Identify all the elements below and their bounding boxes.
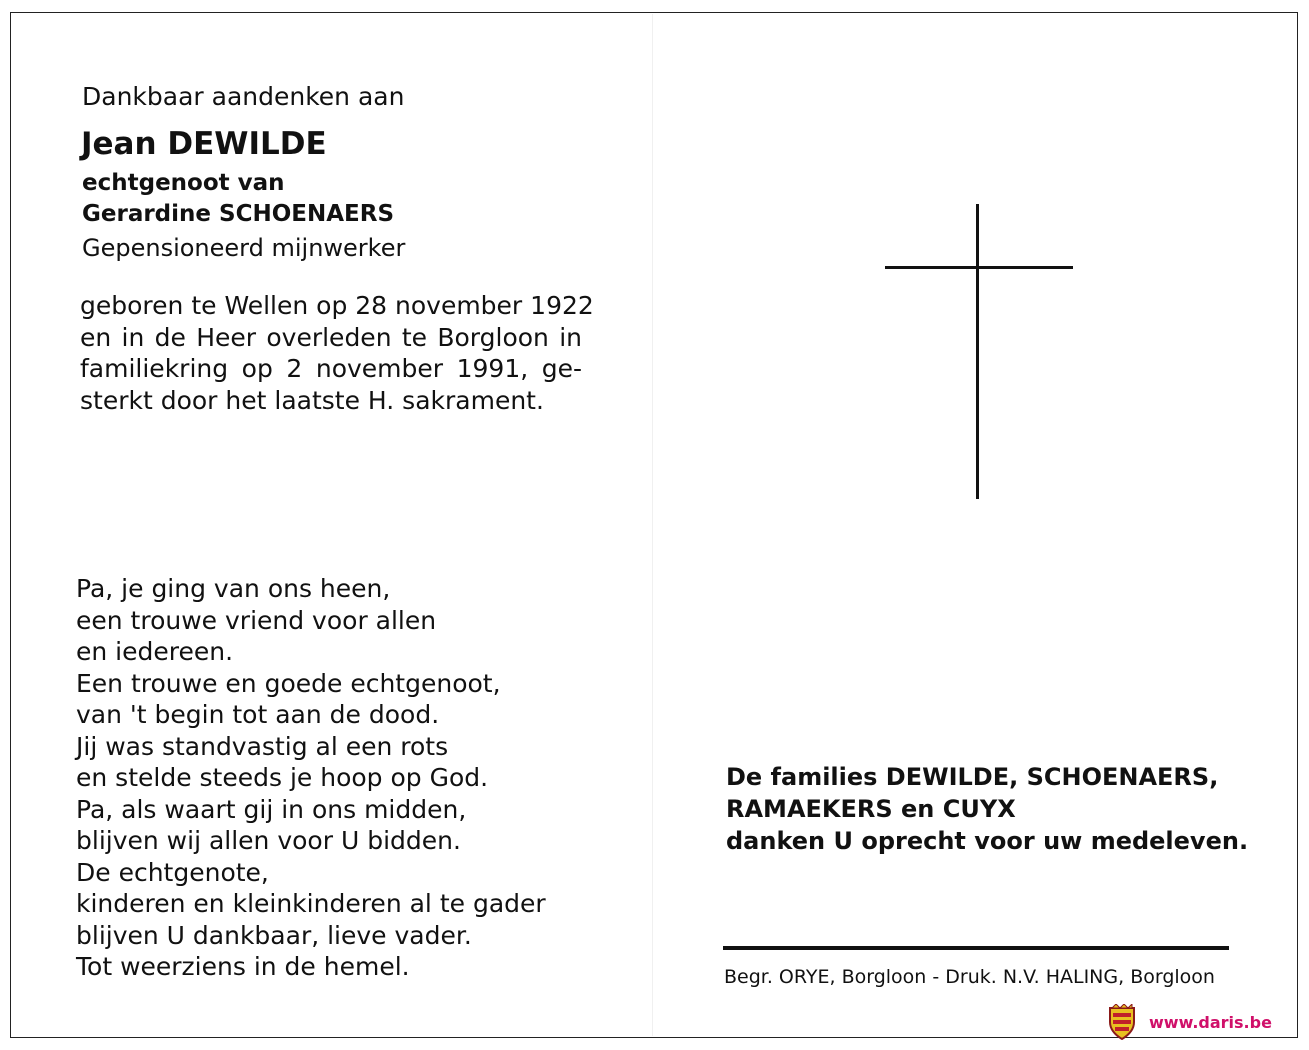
printer-credit: Begr. ORYE, Borgloon - Druk. N.V. HALING, Borgloon bbox=[724, 966, 1215, 988]
poem-line: De echtgenote, bbox=[76, 857, 269, 887]
intro-text: Dankbaar aandenken aan bbox=[82, 82, 405, 111]
poem bbox=[76, 573, 546, 983]
deceased-name: Jean DEWILDE bbox=[81, 126, 327, 162]
poem-line: kinderen en kleinkinderen al te gader bbox=[76, 889, 546, 918]
divider bbox=[723, 946, 1229, 950]
spouse-name: Gerardine SCHOENAERS bbox=[82, 201, 395, 227]
thanks-line: De families DEWILDE, SCHOENAERS, bbox=[726, 763, 1219, 791]
thanks-line: danken U oprecht voor uw medeleven. bbox=[726, 827, 1249, 855]
occupation: Gepensioneerd mijnwerker bbox=[82, 234, 406, 262]
thanks-line: RAMAEKERS en CUYX bbox=[726, 795, 1016, 823]
poem-line: Jij was standvastig al een rots bbox=[76, 731, 449, 761]
poem-line: blijven wij allen voor U bidden. bbox=[76, 826, 461, 855]
cross-icon bbox=[976, 204, 979, 499]
bio-line: geboren te Wellen op 28 november 1922 bbox=[80, 291, 594, 320]
bio-line: en in de Heer overleden te Borgloon in bbox=[80, 322, 582, 352]
poem-line: van 't begin tot aan de dood. bbox=[76, 700, 440, 729]
thanks-message bbox=[726, 761, 1248, 857]
spouse-label: echtgenoot van bbox=[82, 170, 285, 196]
poem-line: en stelde steeds je hoop op God. bbox=[76, 763, 489, 792]
cross-icon-bar bbox=[885, 266, 1073, 269]
watermark-text: www.daris.be bbox=[1149, 1012, 1272, 1032]
poem-line: en iedereen. bbox=[76, 637, 234, 666]
poem-line: Een trouwe en goede echtgenoot, bbox=[76, 668, 501, 698]
poem-line: blijven U dankbaar, lieve vader. bbox=[76, 920, 472, 950]
card-fold bbox=[652, 14, 653, 1036]
poem-line: een trouwe vriend voor allen bbox=[76, 605, 437, 635]
poem-line: Pa, als waart gij in ons midden, bbox=[76, 794, 467, 824]
biography bbox=[80, 290, 594, 416]
bio-line: sterkt door het laatste H. sakrament. bbox=[80, 385, 544, 415]
watermark bbox=[1107, 1002, 1272, 1042]
coat-of-arms-icon bbox=[1107, 1004, 1137, 1040]
poem-line: Pa, je ging van ons heen, bbox=[76, 574, 391, 603]
bio-line: familiekring op 2 november 1991, ge- bbox=[80, 354, 582, 383]
poem-line: Tot weerziens in de hemel. bbox=[76, 952, 410, 981]
